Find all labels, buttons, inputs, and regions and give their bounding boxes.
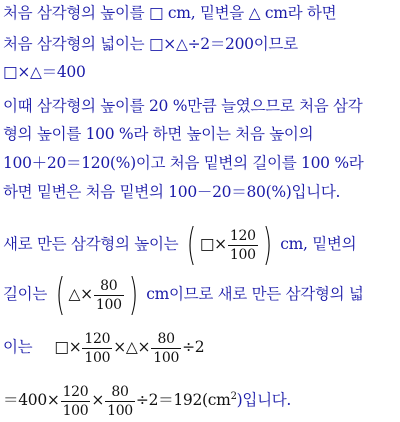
fraction-120-100 bbox=[61, 385, 91, 418]
text-line-10 bbox=[3, 325, 397, 369]
line8-inner: □× bbox=[199, 235, 227, 253]
text-line-6: 100＋20＝120(%)이고 처음 밑변의 길이를 100 %라 bbox=[3, 154, 364, 172]
text-line-7: 하면 밑변은 처음 밑변의 100－20＝80(%)입니다. bbox=[3, 183, 341, 201]
line8-suffix: cm, 밑변의 bbox=[280, 235, 357, 253]
line10-term-1: □× bbox=[54, 338, 82, 356]
fraction-80-100 bbox=[105, 385, 135, 418]
line9-suffix: cm이므로 새로 만든 삼각형의 넓 bbox=[146, 285, 364, 303]
line10-term-3: ÷2 bbox=[182, 338, 205, 356]
line8-prefix: 새로 만든 삼각형의 높이는 bbox=[3, 235, 179, 253]
line9-inner: △× bbox=[68, 285, 93, 303]
line9-prefix: 길이는 bbox=[3, 285, 48, 303]
fraction-denominator: 100 bbox=[62, 402, 89, 419]
fraction-numerator: 80 bbox=[151, 332, 181, 349]
line11-term-3: ÷2＝192(cm bbox=[135, 391, 231, 409]
text-line-11 bbox=[3, 375, 397, 422]
fraction-numerator: 80 bbox=[94, 279, 124, 296]
fraction-denominator: 100 bbox=[153, 349, 180, 366]
fraction-denominator: 100 bbox=[95, 296, 122, 313]
fraction-numerator: 120 bbox=[62, 383, 89, 400]
fraction-120-100 bbox=[82, 332, 112, 365]
text-line-2: 처음 삼각형의 넓이는 □×△÷2＝200이므로 bbox=[3, 35, 298, 53]
fraction-numerator: 80 bbox=[105, 385, 135, 402]
fraction-80-100 bbox=[151, 332, 181, 365]
fraction-denominator: 100 bbox=[229, 246, 256, 263]
text-line-4: 이때 삼각형의 높이를 20 %만큼 늘였으므로 처음 삼각 bbox=[3, 97, 363, 115]
text-line-5: 형의 높이를 100 %라 하면 높이는 처음 높이의 bbox=[3, 125, 314, 143]
line10-prefix: 이는 bbox=[3, 338, 33, 356]
line10-term-2: ×△× bbox=[113, 338, 151, 356]
fraction-numerator: 120 bbox=[84, 330, 111, 347]
line11-term-4: )입니다. bbox=[236, 391, 292, 409]
text-line-9 bbox=[3, 269, 397, 320]
fraction-numerator: 120 bbox=[229, 227, 256, 244]
right-paren: ) bbox=[128, 269, 138, 320]
left-paren: ( bbox=[55, 269, 65, 320]
fraction-80-100 bbox=[94, 279, 124, 312]
line11-term-1: ＝400× bbox=[3, 391, 60, 409]
right-paren: ) bbox=[262, 219, 272, 270]
fraction-denominator: 100 bbox=[107, 402, 133, 419]
superscript-2: 2 bbox=[230, 391, 237, 402]
line11-term-2: × bbox=[91, 391, 105, 409]
text-line-3: □×△＝400 bbox=[3, 63, 86, 81]
fraction-denominator: 100 bbox=[84, 349, 111, 366]
text-line-1: 처음 삼각형의 높이를 □ cm, 밑변을 △ cm라 하면 bbox=[3, 4, 337, 22]
text-line-8 bbox=[3, 219, 397, 270]
fraction-120-100 bbox=[228, 229, 258, 262]
left-paren: ( bbox=[186, 219, 197, 270]
